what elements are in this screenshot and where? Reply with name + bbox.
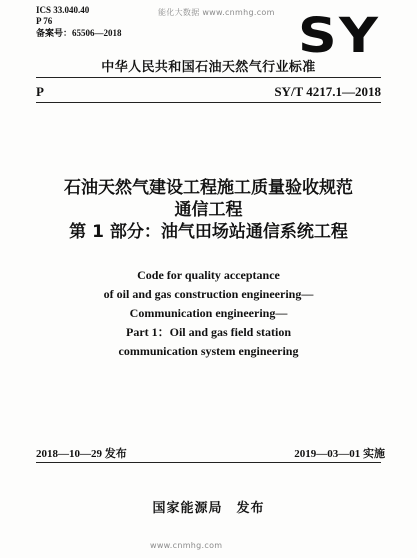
divider-bottom	[36, 462, 381, 463]
industry-standard-heading: 中华人民共和国石油天然气行业标准	[101, 60, 316, 75]
implementation-date: 2019—03—01 实施	[294, 448, 385, 460]
title-cn-line2: 通信工程	[174, 200, 243, 220]
classification-letter: P	[36, 84, 44, 99]
standard-number: SY/T 4217.1—2018	[274, 84, 381, 99]
title-en-line4: Part 1：Oil and gas field station	[125, 325, 291, 339]
title-en-line3: Communication engineering—	[129, 306, 288, 320]
title-cn-line1: 石油天然气建设工程施工质量验收规范	[64, 178, 353, 198]
title-cn-line3: 第 1 部分：油气田场站通信系统工程	[69, 222, 348, 242]
classification-code: P 76	[36, 16, 53, 26]
watermark-bottom: www.cnmhg.com	[150, 541, 223, 550]
title-en-line1: Code for quality acceptance	[137, 268, 280, 282]
divider-middle	[36, 102, 381, 103]
watermark-top: 能化大数据 www.cnmhg.com	[158, 8, 275, 17]
ics-code: ICS 33.040.40	[36, 5, 90, 15]
publisher: 国家能源局 发布	[152, 501, 265, 516]
divider-top	[36, 77, 381, 78]
issue-date: 2018—10—29 发布	[36, 448, 127, 460]
title-en-line2: of oil and gas construction engineering—	[103, 287, 314, 301]
title-en-line5: communication system engineering	[118, 344, 299, 358]
record-number: 备案号：65506—2018	[36, 28, 122, 38]
sy-logo: SY	[298, 8, 381, 64]
